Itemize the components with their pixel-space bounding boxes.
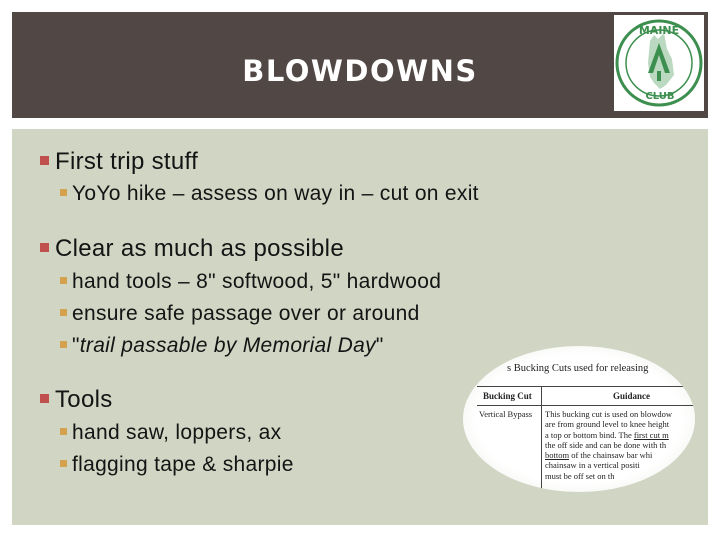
bullet-clear: Clear as much as possible <box>40 235 344 263</box>
table-caption: s Bucking Cuts used for releasing <box>507 363 649 374</box>
sub-bullet-safe-passage: ensure safe passage over or around <box>60 302 420 326</box>
guidance-text: This bucking cut is used on blowdow are from ground level to knee height a top or bottom bind. The first cut m the off side and can be done with th bottom of the chainsaw bar whi chainsaw in a vertical positi must be off set on th <box>545 409 673 481</box>
column-header-bucking-cut: Bucking Cut <box>483 391 532 401</box>
bucking-cuts-table-image <box>463 346 695 492</box>
sub-bullet-yoyo: YoYo hike – assess on way in – cut on exit <box>60 182 479 206</box>
bullet-square-icon <box>60 277 67 284</box>
title-bar <box>12 12 708 118</box>
column-header-guidance: Guidance <box>613 391 651 401</box>
bullet-square-icon <box>40 156 49 165</box>
logo-text-top: MAINE <box>638 24 680 37</box>
bullet-square-icon <box>40 394 49 403</box>
bullet-tools: Tools <box>40 386 113 414</box>
sub-bullet-hand-tools: hand tools – 8" softwood, 5" hardwood <box>60 270 441 294</box>
logo-text-bottom: CLUB <box>645 91 675 102</box>
maine-club-logo <box>614 15 704 111</box>
maine-club-logo-icon <box>614 15 704 111</box>
bullet-square-icon <box>60 341 67 348</box>
bullet-square-icon <box>60 309 67 316</box>
bucking-table <box>477 386 695 481</box>
bullet-square-icon <box>40 243 49 252</box>
bullet-square-icon <box>60 428 67 435</box>
table-header <box>477 387 695 406</box>
sub-bullet-saw: hand saw, loppers, ax <box>60 421 281 445</box>
row-label: Vertical Bypass <box>479 409 533 419</box>
slide-title: BLOWDOWNS <box>242 54 478 88</box>
sub-bullet-flagging: flagging tape & sharpie <box>60 453 294 477</box>
bullet-square-icon <box>60 189 67 196</box>
bullet-first-trip: First trip stuff <box>40 148 198 176</box>
table-divider <box>541 387 542 492</box>
bullet-square-icon <box>60 460 67 467</box>
sub-bullet-memorial-day: "trail passable by Memorial Day" <box>60 334 384 358</box>
